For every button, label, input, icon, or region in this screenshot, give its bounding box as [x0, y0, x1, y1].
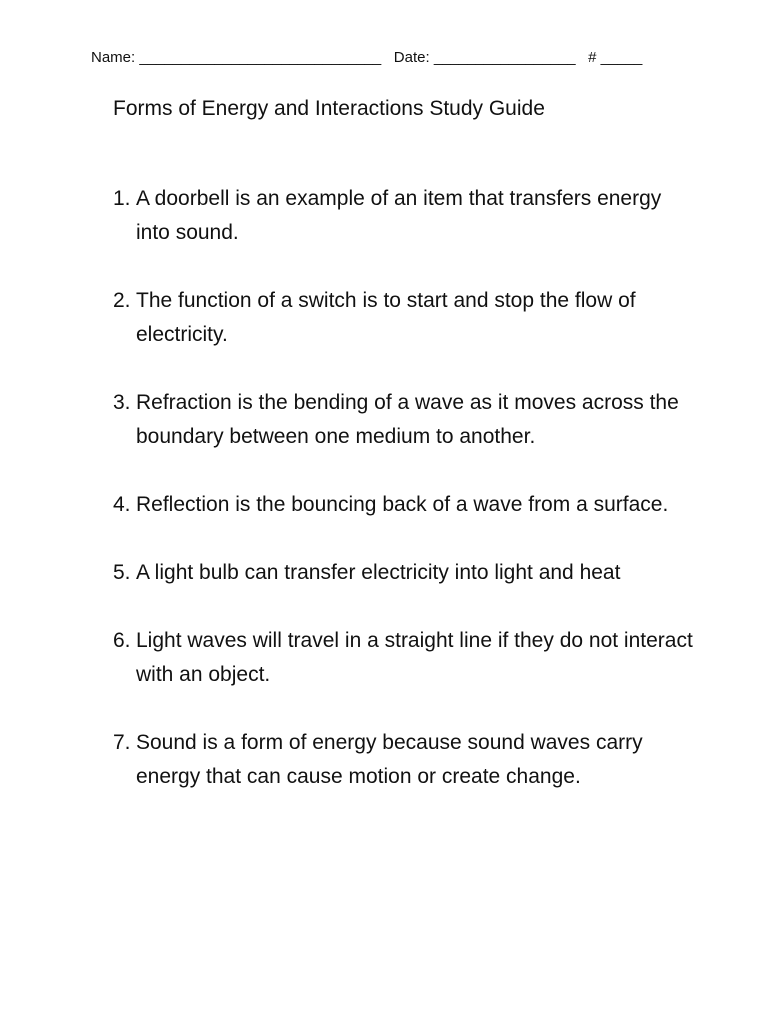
question-number: 5.: [113, 561, 131, 584]
question-number: 2.: [113, 289, 131, 312]
date-field-label: Date: _________________: [393, 49, 576, 66]
name-field-label: Name: _____________________________: [91, 49, 382, 66]
question-text: The function of a switch is to start and stop the flow of electricity.: [136, 289, 636, 346]
question-text: A doorbell is an example of an item that transfers energy into sound.: [136, 187, 662, 244]
question-number: 7.: [113, 731, 131, 754]
list-item: [113, 726, 693, 794]
question-number: 4.: [113, 493, 131, 516]
student-info-header: [91, 48, 691, 68]
list-item: [113, 488, 693, 522]
question-number: 6.: [113, 629, 131, 652]
list-item: [113, 624, 693, 692]
number-field-label: # _____: [588, 49, 643, 66]
question-number: 3.: [113, 391, 131, 414]
question-text: Light waves will travel in a straight line if they do not interact with an object.: [136, 629, 693, 686]
question-text: A light bulb can transfer electricity into light and heat: [136, 561, 621, 584]
question-text: Reflection is the bouncing back of a wave from a surface.: [136, 493, 669, 516]
page-title: Forms of Energy and Interactions Study Guide: [113, 97, 545, 120]
question-text: Sound is a form of energy because sound waves carry energy that can cause motion or create change.: [136, 731, 643, 788]
list-item: [113, 284, 693, 352]
list-item: [113, 556, 693, 590]
question-number: 1.: [113, 187, 131, 210]
question-text: Refraction is the bending of a wave as it moves across the boundary between one medium to another.: [136, 391, 679, 448]
list-item: [113, 386, 693, 454]
list-item: [113, 182, 693, 250]
question-list: [113, 182, 693, 828]
